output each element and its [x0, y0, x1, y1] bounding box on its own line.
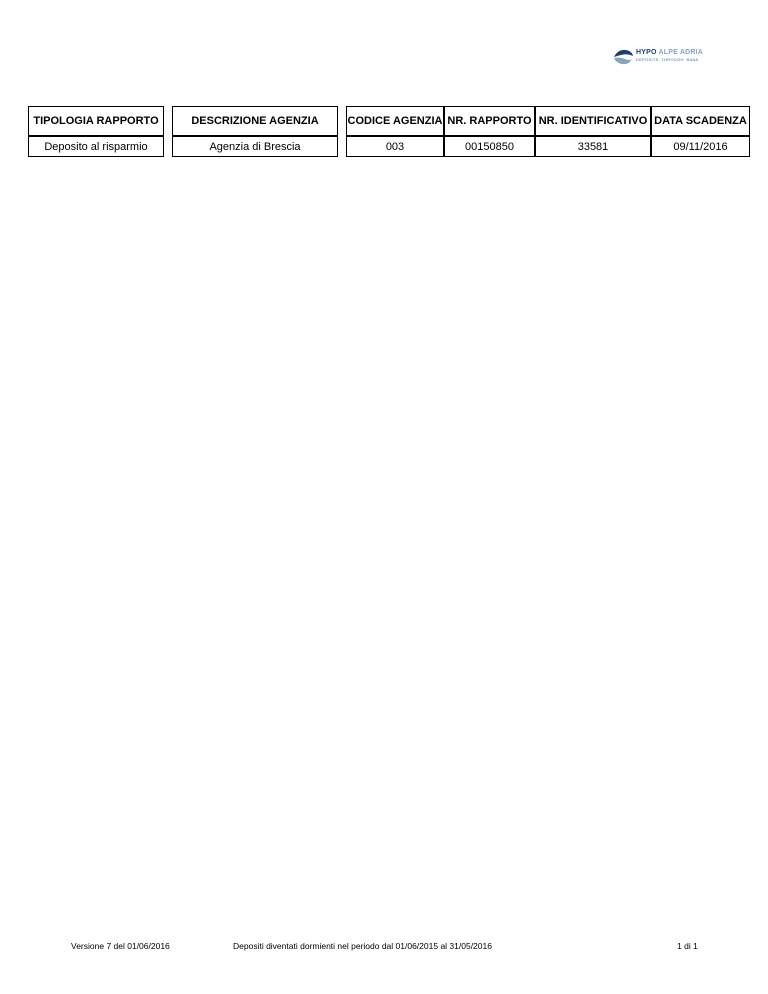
header-nr-rapporto: NR. RAPPORTO [444, 106, 535, 136]
logo-brand [636, 49, 703, 56]
header-data-scadenza: DATA SCADENZA [651, 106, 750, 136]
table-header-row [28, 106, 750, 136]
cell-tipologia-rapporto: Deposito al risparmio [28, 136, 164, 157]
cell-codice-agenzia: 003 [346, 136, 444, 157]
header-tipologia-rapporto: TIPOLOGIA RAPPORTO [28, 106, 164, 136]
footer-version: Versione 7 del 01/06/2016 [71, 941, 170, 951]
table-row [28, 136, 750, 157]
header-codice-agenzia: CODICE AGENZIA [346, 106, 444, 136]
bank-logo [612, 46, 712, 68]
footer-page-number: 1 di 1 [677, 941, 698, 951]
dormant-deposits-table [28, 106, 750, 157]
cell-descrizione-agenzia: Agenzia di Brescia [172, 136, 338, 157]
header-descrizione-agenzia: DESCRIZIONE AGENZIA [172, 106, 338, 136]
footer-title: Depositi diventati dormienti nel periodo dal 01/06/2015 al 31/05/2016 [233, 941, 492, 951]
cell-nr-rapporto: 00150850 [444, 136, 535, 157]
logo-subtitle: DEPOSITS. THROUGH. BANK. [636, 57, 701, 62]
cell-nr-identificativo: 33581 [535, 136, 651, 157]
logo-brand-part1: HYPO [636, 49, 657, 56]
cell-data-scadenza: 09/11/2016 [651, 136, 750, 157]
header-nr-identificativo: NR. IDENTIFICATIVO [535, 106, 651, 136]
logo-emblem-icon [612, 47, 634, 67]
logo-brand-part2: ALPE ADRIA [658, 49, 704, 56]
